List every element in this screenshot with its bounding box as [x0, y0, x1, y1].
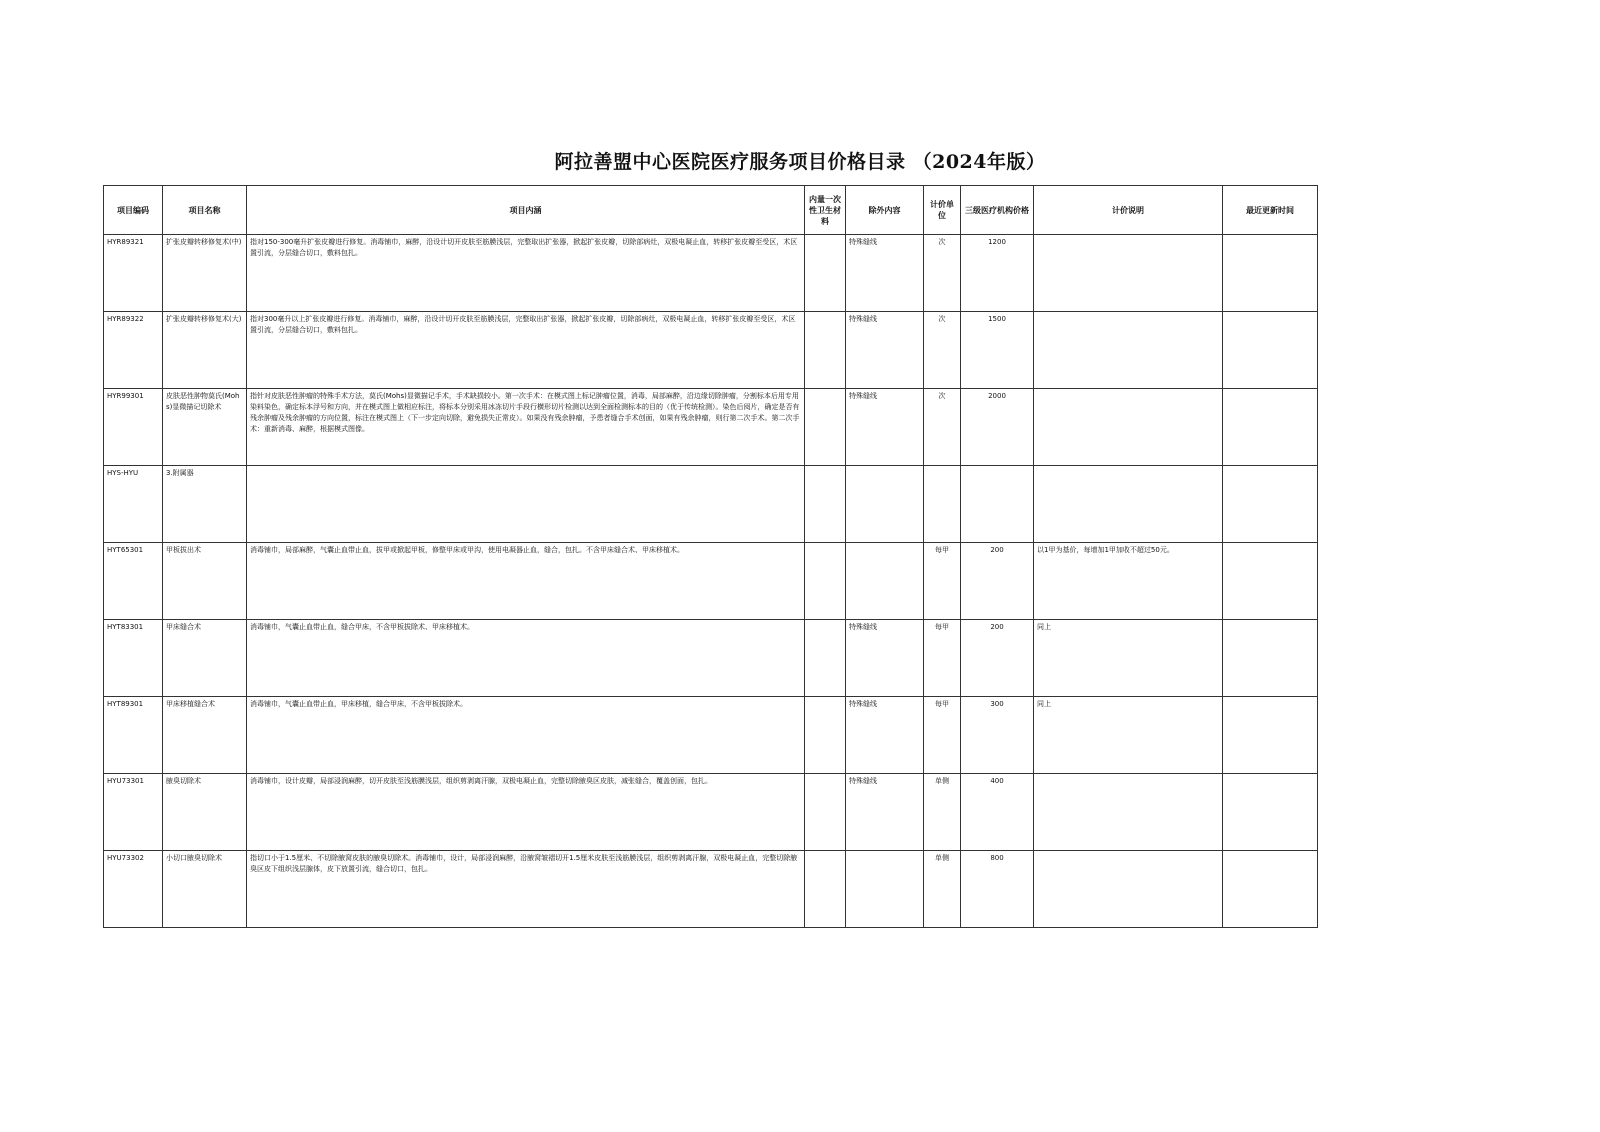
cell-price: 1500 — [961, 312, 1034, 389]
cell-name: 皮肤恶性肿物莫氏(Mohs)显微描记切除术 — [163, 389, 247, 466]
cell-updated — [1223, 466, 1318, 543]
cell-code: HYR89321 — [104, 235, 163, 312]
cell-excluded — [846, 466, 924, 543]
cell-material — [805, 543, 846, 620]
cell-content: 指对150-300毫升扩张皮瓣进行修复。消毒铺巾，麻醉，沿设计切开皮肤至筋膜浅层，完整取出扩张器，掀起扩张皮瓣，切除部病灶，双极电凝止血，转移扩张皮瓣至受区，术区置引流，分层缝合切口，敷料包扎。 — [247, 235, 805, 312]
header-updated: 最近更新时间 — [1223, 186, 1318, 235]
table-row — [104, 466, 1318, 543]
cell-unit: 每甲 — [924, 697, 961, 774]
cell-excluded: 特殊缝线 — [846, 620, 924, 697]
cell-name: 3.附属器 — [163, 466, 247, 543]
cell-price: 1200 — [961, 235, 1034, 312]
cell-name: 腋臭切除术 — [163, 774, 247, 851]
cell-code: HYT89301 — [104, 697, 163, 774]
cell-content: 指切口小于1.5厘米、不切除腋窝皮肤的腋臭切除术。消毒铺巾，设计，局部浸润麻醉，沿腋窝皱褶切开1.5厘米皮肤至浅筋膜浅层，组织剪剥离汗腺，双极电凝止血，完整切除腋臭区皮下组织浅层腺体，皮下放置引流，缝合切口，包扎。 — [247, 851, 805, 928]
table-row — [104, 235, 1318, 312]
cell-updated — [1223, 389, 1318, 466]
cell-price: 400 — [961, 774, 1034, 851]
cell-note — [1034, 466, 1223, 543]
cell-updated — [1223, 312, 1318, 389]
cell-content: 指对300毫升以上扩张皮瓣进行修复。消毒铺巾，麻醉，沿设计切开皮肤至筋膜浅层，完整取出扩张器，掀起扩张皮瓣，切除部病灶，双极电凝止血，转移扩张皮瓣至受区，术区置引流，分层缝合切口，敷料包扎。 — [247, 312, 805, 389]
table-row — [104, 620, 1318, 697]
table-row — [104, 697, 1318, 774]
header-price: 三级医疗机构价格 — [961, 186, 1034, 235]
cell-material — [805, 620, 846, 697]
cell-name: 小切口腋臭切除术 — [163, 851, 247, 928]
cell-unit: 次 — [924, 389, 961, 466]
cell-material — [805, 312, 846, 389]
cell-price: 200 — [961, 620, 1034, 697]
cell-material — [805, 774, 846, 851]
cell-unit: 单侧 — [924, 851, 961, 928]
cell-excluded: 特殊缝线 — [846, 697, 924, 774]
header-note: 计价说明 — [1034, 186, 1223, 235]
cell-content — [247, 466, 805, 543]
cell-unit: 次 — [924, 312, 961, 389]
cell-unit: 每甲 — [924, 620, 961, 697]
cell-code: HYR89322 — [104, 312, 163, 389]
cell-note — [1034, 774, 1223, 851]
cell-price: 2000 — [961, 389, 1034, 466]
cell-price: 800 — [961, 851, 1034, 928]
header-code: 项目编码 — [104, 186, 163, 235]
header-row — [104, 186, 1318, 235]
cell-content: 消毒铺巾，气囊止血带止血，甲床移植，缝合甲床，不含甲板拔除术。 — [247, 697, 805, 774]
cell-note — [1034, 235, 1223, 312]
cell-unit: 次 — [924, 235, 961, 312]
cell-material — [805, 697, 846, 774]
cell-material — [805, 851, 846, 928]
cell-note — [1034, 312, 1223, 389]
table-row — [104, 312, 1318, 389]
cell-code: HYU73302 — [104, 851, 163, 928]
cell-excluded: 特殊缝线 — [846, 389, 924, 466]
cell-note: 同上 — [1034, 697, 1223, 774]
cell-price: 200 — [961, 543, 1034, 620]
cell-updated — [1223, 697, 1318, 774]
table-row — [104, 543, 1318, 620]
cell-material — [805, 466, 846, 543]
header-excluded: 除外内容 — [846, 186, 924, 235]
price-table — [103, 185, 1318, 928]
cell-unit — [924, 466, 961, 543]
cell-excluded: 特殊缝线 — [846, 312, 924, 389]
table-row — [104, 389, 1318, 466]
cell-note — [1034, 851, 1223, 928]
cell-code: HYS-HYU — [104, 466, 163, 543]
header-unit: 计价单位 — [924, 186, 961, 235]
cell-name: 扩张皮瓣转移修复术(中) — [163, 235, 247, 312]
cell-material — [805, 389, 846, 466]
cell-material — [805, 235, 846, 312]
cell-price — [961, 466, 1034, 543]
cell-code: HYR99301 — [104, 389, 163, 466]
cell-content: 消毒铺巾，局部麻醉，气囊止血带止血，拔甲或掀起甲板，修整甲床或甲沟，使用电凝器止血，缝合，包扎。不含甲床缝合术、甲床移植术。 — [247, 543, 805, 620]
cell-unit: 每甲 — [924, 543, 961, 620]
cell-note: 同上 — [1034, 620, 1223, 697]
cell-name: 甲床移植缝合术 — [163, 697, 247, 774]
header-material: 内量一次性卫生材料 — [805, 186, 846, 235]
cell-content: 消毒铺巾，气囊止血带止血，缝合甲床，不含甲板拔除术、甲床移植术。 — [247, 620, 805, 697]
cell-name: 扩张皮瓣转移修复术(大) — [163, 312, 247, 389]
cell-updated — [1223, 851, 1318, 928]
cell-code: HYU73301 — [104, 774, 163, 851]
header-name: 项目名称 — [163, 186, 247, 235]
header-content: 项目内涵 — [247, 186, 805, 235]
cell-excluded: 特殊缝线 — [846, 774, 924, 851]
cell-note — [1034, 389, 1223, 466]
cell-excluded — [846, 851, 924, 928]
cell-updated — [1223, 543, 1318, 620]
cell-updated — [1223, 235, 1318, 312]
cell-unit: 单侧 — [924, 774, 961, 851]
cell-price: 300 — [961, 697, 1034, 774]
cell-updated — [1223, 620, 1318, 697]
cell-excluded — [846, 543, 924, 620]
cell-excluded: 特殊缝线 — [846, 235, 924, 312]
cell-content: 消毒铺巾，设计皮瓣，局部浸润麻醉，切开皮肤至浅筋膜浅层，组织剪剥离汗腺，双极电凝止血，完整切除腋臭区皮肤，减张缝合，覆盖创面，包扎。 — [247, 774, 805, 851]
table-row — [104, 851, 1318, 928]
cell-code: HYT65301 — [104, 543, 163, 620]
page-title: 阿拉善盟中心医院医疗服务项目价格目录 （2024年版） — [554, 151, 1046, 173]
cell-content: 指针对皮肤恶性肿瘤的特殊手术方法，莫氏(Mohs)显微描记手术，手术缺损较小。第一次手术：在模式图上标记肿瘤位置，消毒，局部麻醉，沿边缘切除肿瘤，分割标本后用专用染料染色，确定标本浮号和方向，并在模式图上做相应标注，将标本分别采用冰冻切片手段行横形切片检测以达到全面检测标本的目的（优于传统检测）。染色后阅片，确定是否有残余肿瘤及残余肿瘤的方向位置，标注在模式图上（下一步定向切除，避免损失正常皮）。如果没有残余肿瘤，予患者缝合手术创面，如果有残余肿瘤，则行第二次手术。第二次手术：重新消毒、麻醉，根据模式图像。 — [247, 389, 805, 466]
cell-name: 甲板拔出术 — [163, 543, 247, 620]
cell-code: HYT83301 — [104, 620, 163, 697]
cell-note: 以1甲为基价，每增加1甲加收不超过50元。 — [1034, 543, 1223, 620]
cell-name: 甲床缝合术 — [163, 620, 247, 697]
table-row — [104, 774, 1318, 851]
cell-updated — [1223, 774, 1318, 851]
